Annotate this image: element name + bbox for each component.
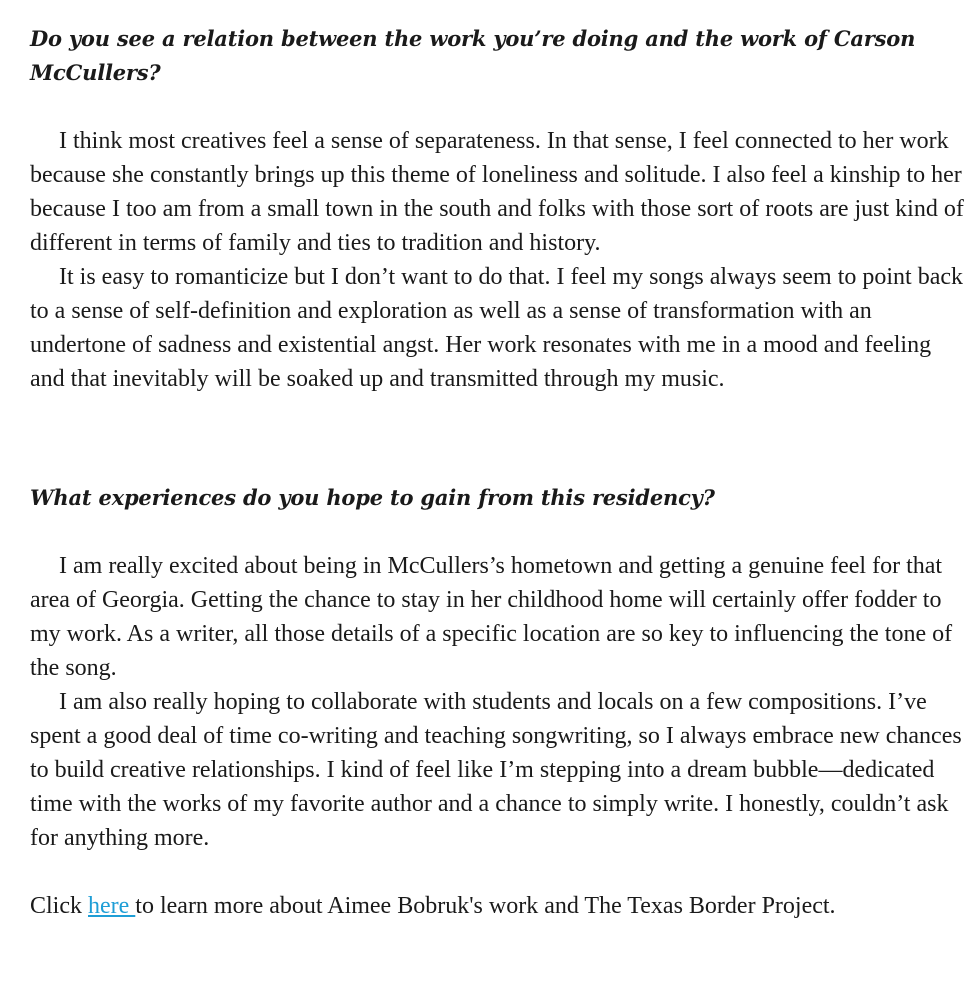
- learn-more-suffix: to learn more about Aimee Bobruk's work and The Texas Border Project.: [135, 893, 836, 919]
- answer-paragraph: I am also really hoping to collaborate with students and locals on a few compositions. I’ve spent a good deal of time co-writing and teaching songwriting, so I always embrace new chances to build creative relationships. I kind of feel like I’m stepping into a dream bubble—dedicated time with the works of my favorite author and a chance to simply write. I honestly, couldn’t ask for anything more.: [30, 689, 962, 851]
- learn-more-prefix: Click: [30, 893, 88, 919]
- question-heading: Do you see a relation between the work you’re doing and the work of Carson McCullers?: [30, 26, 916, 85]
- article-body: [30, 22, 965, 923]
- answer-paragraph: I think most creatives feel a sense of separateness. In that sense, I feel connected to her work because she constantly brings up this theme of loneliness and solitude. I also feel a kinship to her because I too am from a small town in the south and folks with those sort of roots are just kind of different in terms of family and ties to tradition and history.: [30, 128, 964, 256]
- here-link[interactable]: here: [88, 893, 136, 919]
- answer-paragraph: It is easy to romanticize but I don’t want to do that. I feel my songs always seem to point back to a sense of self-definition and exploration as well as a sense of transformation with an undertone of sadness and existential angst. Her work resonates with me in a mood and feeling and that inevitably will be soaked up and transmitted through my music.: [30, 264, 964, 392]
- question-heading: What experiences do you hope to gain from this residency?: [30, 485, 715, 510]
- learn-more-line: [30, 889, 965, 923]
- answer-paragraph: I am really excited about being in McCullers’s hometown and getting a genuine feel for that area of Georgia. Getting the chance to stay in her childhood home will certainly offer fodder to my work. As a writer, all those details of a specific location are so key to influencing the tone of the song.: [30, 553, 953, 681]
